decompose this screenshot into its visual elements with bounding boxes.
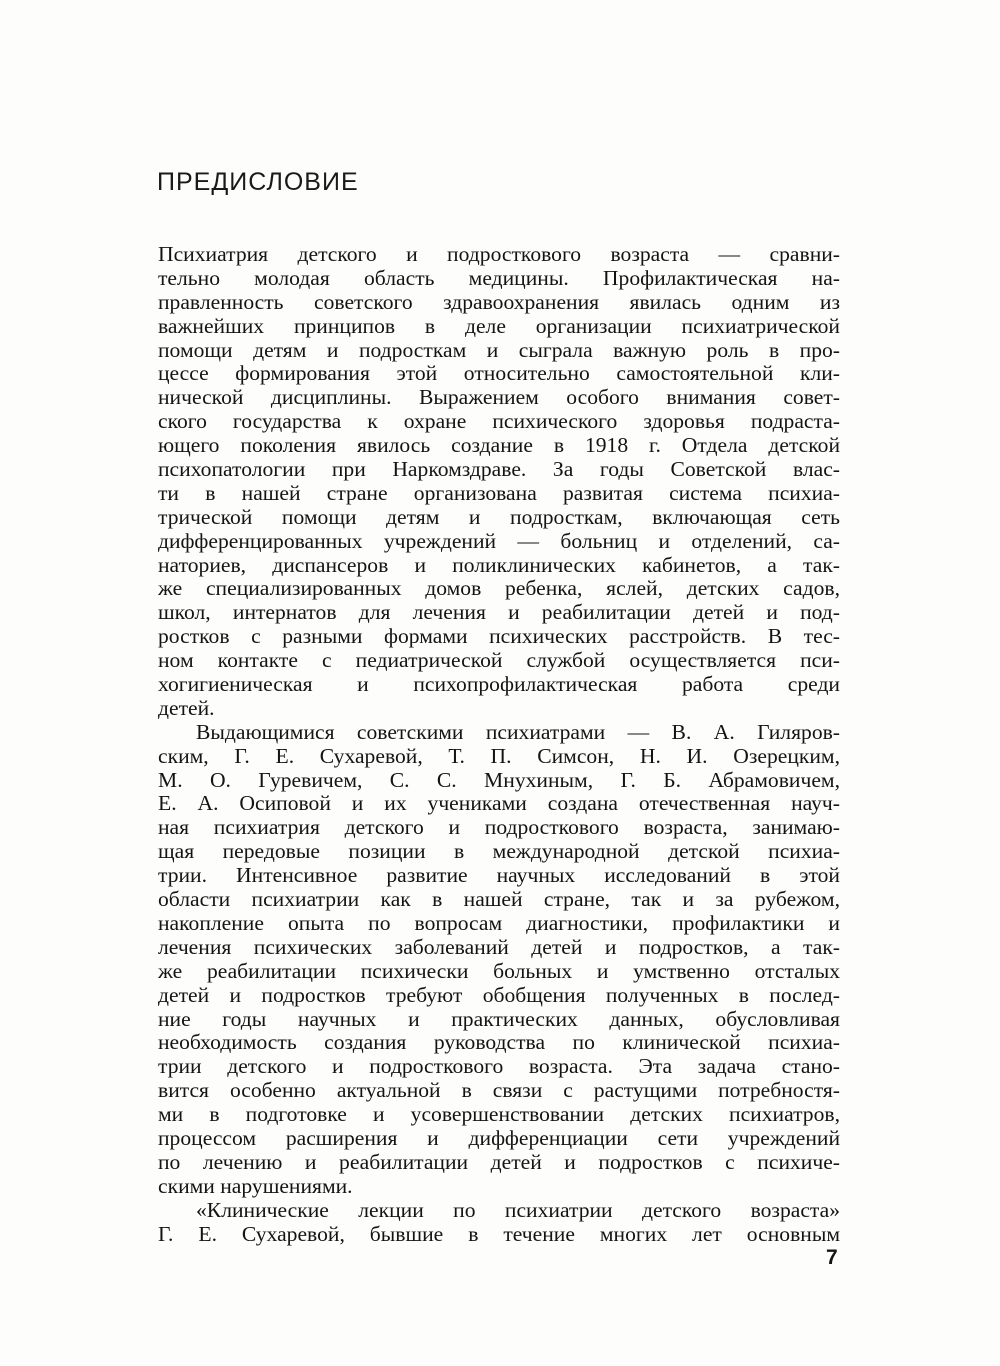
text-line: Г. Е. Сухаревой, бывшие в течение многих лет основным: [158, 1222, 840, 1246]
text-line: накопление опыта по вопросам диагностики, профилактики и: [158, 911, 840, 935]
text-line: же реабилитации психически больных и умственно отсталых: [158, 959, 840, 983]
text-line: ростков с разными формами психических расстройств. В тес-: [158, 625, 840, 649]
text-line: щая передовые позиции в международной детской психиа-: [158, 840, 840, 864]
text-line: хогигиеническая и психопрофилактическая работа среди: [158, 673, 840, 697]
text-line: детей.: [158, 696, 215, 720]
text-line: ским, Г. Е. Сухаревой, Т. П. Симсон, Н. И. Озерецким,: [158, 744, 840, 768]
text-line: трии. Интенсивное развитие научных исследований в этой: [158, 864, 840, 888]
page-number: 7: [826, 1246, 838, 1269]
text-line: по лечению и реабилитации детей и подростков с психиче-: [158, 1150, 840, 1174]
text-line: трии детского и подросткового возраста. Эта задача стано-: [158, 1055, 840, 1079]
text-line: процессом расширения и дифференциации сети учреждений: [158, 1126, 840, 1150]
text-line: «Клинические лекции по психиатрии детского возраста»: [196, 1198, 840, 1222]
text-line: необходимость создания руководства по клинической психиа-: [158, 1031, 840, 1055]
text-line: трической помощи детям и подросткам, включающая сеть: [158, 505, 840, 529]
text-line: области психиатрии как в нашей стране, так и за рубежом,: [158, 888, 840, 912]
text-line: ского государства к охране психического здоровья подраста-: [158, 410, 840, 434]
text-line: лечения психических заболеваний детей и подростков, а так-: [158, 935, 840, 959]
text-line: ми в подготовке и усовершенствовании детских психиатров,: [158, 1103, 840, 1127]
text-line: вится особенно актуальной в связи с растущими потребностя-: [158, 1079, 840, 1103]
text-line: скими нарушениями.: [158, 1174, 353, 1198]
text-line: важнейших принципов в деле организации психиатрической: [158, 314, 840, 338]
text-line: М. О. Гуревичем, С. С. Мнухиным, Г. Б. Абрамовичем,: [158, 768, 840, 792]
preface-body: [158, 243, 840, 1246]
text-line: же специализированных домов ребенка, яслей, детских садов,: [158, 577, 840, 601]
text-line: ном контакте с педиатрической службой осуществляется пси-: [158, 649, 840, 673]
text-line: цессе формирования этой относительно самостоятельной кли-: [158, 362, 840, 386]
text-line: ная психиатрия детского и подросткового возраста, занимаю-: [158, 816, 840, 840]
text-line: психопатологии при Наркомздраве. За годы Советской влас-: [158, 458, 840, 482]
text-line: Е. А. Осиповой и их учениками создана отечественная науч-: [158, 792, 840, 816]
text-line: наториев, диспансеров и поликлинических кабинетов, а так-: [158, 553, 840, 577]
text-line: Выдающимися советскими психиатрами — В. А. Гиляров-: [196, 720, 840, 744]
page-title: ПРЕДИСЛОВИЕ: [157, 168, 359, 196]
text-line: правленность советского здравоохранения явилась одним из: [158, 290, 840, 314]
text-line: помощи детям и подросткам и сыграла важную роль в про-: [158, 338, 840, 362]
text-line: ние годы научных и практических данных, обусловливая: [158, 1007, 840, 1031]
text-line: нической дисциплины. Выражением особого внимания совет-: [158, 386, 840, 410]
text-line: дифференцированных учреждений — больниц и отделений, са-: [158, 529, 840, 553]
text-line: тельно молодая область медицины. Профилактическая на-: [158, 266, 840, 290]
text-line: детей и подростков требуют обобщения полученных в послед-: [158, 983, 840, 1007]
text-line: Психиатрия детского и подросткового возраста — сравни-: [158, 243, 840, 266]
text-line: ющего поколения явилось создание в 1918 г. Отдела детской: [158, 434, 840, 458]
text-line: школ, интернатов для лечения и реабилитации детей и под-: [158, 601, 840, 625]
text-line: ти в нашей стране организована развитая система психиа-: [158, 481, 840, 505]
